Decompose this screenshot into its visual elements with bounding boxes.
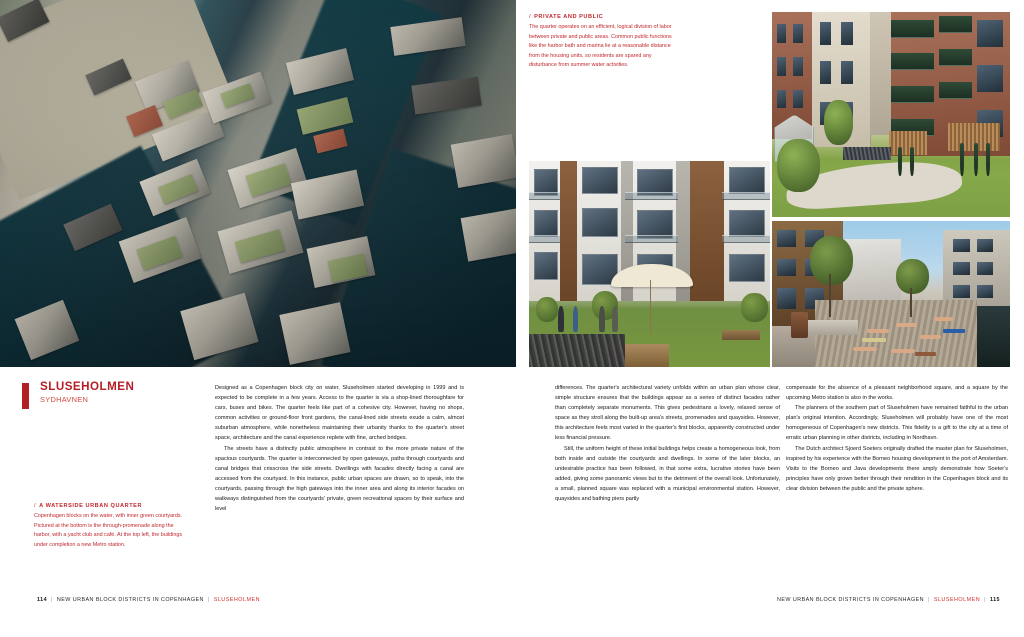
caption-slash-icon: / [529,14,532,20]
footer-section-right: SLUSEHOLMEN [933,597,981,603]
photo-aerial-view [0,0,516,367]
photo-courtyard-parasol [529,161,770,367]
body-column-1 [215,383,464,514]
body-paragraph: The planners of the southern part of Sluseholmen have remained faithful to the urban plan's original intention. Accordingly, Sluseholmen will probably have one of the most homogeneous of Copenhagen's new districts. This fidelity is a gift to the city at a time of erratic urban planning in other districts, including in Nordhavn. [786,405,1008,442]
body-column-2 [555,383,780,504]
footer-book-title-right: NEW URBAN BLOCK DISTRICTS IN COPENHAGEN [777,597,924,603]
greenyard-bike-row [843,147,891,159]
heading-accent-bar [22,383,29,409]
caption-waterside-urban-quarter [34,503,190,550]
heading-text-group [40,381,202,405]
footer-separator: | [927,597,930,603]
footer-left-page [37,597,260,603]
caption-private-heading-text: PRIVATE AND PUBLIC [534,14,604,20]
footer-section-left: SLUSEHOLMEN [213,597,260,603]
courtyard-people-group [553,297,635,332]
caption-waterside-heading [34,503,190,509]
body-paragraph: Designed as a Copenhagen block city on water, Sluseholmen started developing in 1999 and is expected to be complete in a few years. Access to the quarter is via a shop-lined thoroughfare for cars, buses and bikes. The quarter feels like part of a cohesive city. However, having no shops, common activities or ground-floor front gardens, the canal-lined side streets exude a calm, almost suburban atmosphere, while nonetheless maintaining their urbanity thanks to the quarter's street space, architecture and the canal experience replete with fine, arched bridges. [215,385,464,442]
body-paragraph: compensate for the absence of a pleasant neighborhood square, and a square by the upcoming Metro station is also in the works. [786,385,1008,402]
footer-separator: | [207,597,210,603]
caption-waterside-heading-text: A WATERSIDE URBAN QUARTER [39,503,143,509]
body-paragraph: Still, the uniform height of these initial buildings helps create a homogeneous look, from both inside and outside the courtyards and dwellings. In some of the later blocks, an undesirable practice has been followed, in that some extra, lucrative stories have been added, giving some panoramic views but to the detriment of the overall look. Unfortunately, a small, planned square was replaced with a municipal environmental station. However, quaysides and bathing piers partly [555,445,780,503]
body-paragraph: The Dutch architect Sjoerd Soeters originally drafted the master plan for Sluseholmen, inspired by his experience with the Borneo housing development in the port of Amsterdam. Visits to the Borneo and Java developments there amply demonstrate how Soeter's principles have only grown better through their rendition in the Copenhagen block and its clear division between the public and the private sphere. [786,445,1009,492]
aerial-photo-shading [0,0,516,367]
page-title: SLUSEHOLMEN [40,380,135,393]
promenade-trash-bin [791,312,808,338]
promenade-far-building [843,239,900,303]
courtyard-parasol-pole [650,280,652,334]
caption-private-body: The quarter operates on an efficient, logical division of labor between private and public areas. Common public functions like the harbor bath and marina lie at a reasonable distance from the housing units, so residents are spared any disturbance from summer water activities. [529,24,672,69]
article-heading [22,381,202,405]
footer-right-page [777,597,1000,603]
photo-canal-promenade [772,221,1010,367]
body-paragraph: differences. The quarter's architectural variety unfolds within an urban plan whose clear, simple structure ensures that the buildings appear as a series of distinct facades rather than completely separate monuments. This gives pedestrians a lovely, relaxed sense of space as they stroll along the built-up area's streets, promenades and quaysides. However, this architecture feels most varied in the quarter's first blocks, apparently constructed under less financial pressure. [555,385,780,442]
page-number-right: 115 [989,597,1000,603]
page-number-left: 114 [37,597,48,603]
footer-book-title-left: NEW URBAN BLOCK DISTRICTS IN COPENHAGEN [56,597,204,603]
caption-private-heading [529,14,679,20]
caption-private-and-public [529,14,679,71]
caption-slash-icon: / [34,503,37,509]
body-paragraph: The streets have a distinctly public atmosphere in contrast to the more private nature of the spacious courtyards. The quarter is interconnected by open gateways, paths through courtyards and canal bridges that crisscross the side streets. Dwellings with facades directly facing a canal are accessed from the courtyard. In this instance, public urban spaces are drawn, so to speak, into the courtyards, passing through the high gateways into the inner area and along its interior facades on walkways distinguished from the courtyards' private, green recreational spaces by their surface and level [215,445,464,513]
courtyard-bike-parking [529,334,625,367]
caption-waterside-body: Copenhagen blocks on the water, with inner green courtyards. Pictured at the bottom is the through-promenade along the harbor, with a yacht club and café. At the top left, the buildings under completion a new Metro station. [34,513,183,548]
body-column-3 [786,383,1008,494]
footer-separator: | [984,597,986,603]
page-subtitle: SYDHAVNEN [40,394,89,404]
footer-separator: | [51,597,53,603]
photo-green-courtyard [772,12,1010,217]
